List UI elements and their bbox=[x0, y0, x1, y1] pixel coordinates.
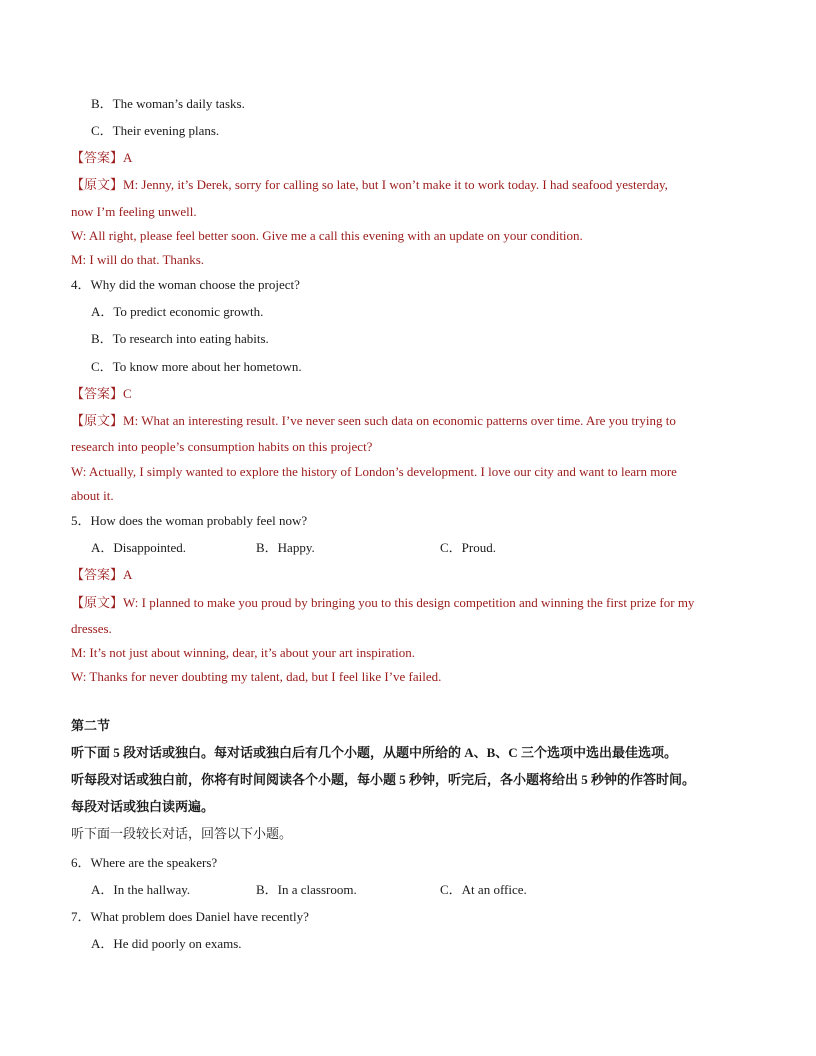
q3-option-b: B．The woman’s daily tasks. bbox=[91, 96, 245, 111]
q5-question: 5．How does the woman probably feel now? bbox=[71, 513, 308, 528]
answer-label: 【答案】 bbox=[71, 386, 124, 401]
q6-option-b: B．In a classroom. bbox=[256, 882, 357, 897]
answer-label: 【答案】 bbox=[71, 567, 124, 582]
dialogue-lead: 听下面一段较长对话，回答以下小题。 bbox=[71, 826, 293, 841]
q3-transcript-line-1 bbox=[71, 177, 668, 193]
transcript-label: 【原文】 bbox=[71, 595, 124, 610]
transcript-text: W: I planned to make you proud by bringing you to this design competition and winning the first prize for my bbox=[123, 595, 695, 610]
answer-value: A bbox=[123, 150, 133, 165]
q4-option-c: C．To know more about her hometown. bbox=[91, 359, 302, 374]
q5-answer bbox=[71, 567, 132, 583]
q4-transcript-line-2-cont: about it. bbox=[71, 488, 114, 503]
q6-options-row bbox=[0, 882, 816, 898]
section-instruction-1: 听下面 5 段对话或独白。每对话或独白后有几个小题，从题中所给的 A、B、C 三个选项中选出最佳选项。 bbox=[71, 745, 677, 760]
transcript-text: M: What an interesting result. I’ve never seen such data on economic patterns over time. Are you trying to bbox=[123, 413, 676, 428]
q5-transcript-line-3: W: Thanks for never doubting my talent, dad, but I feel like I’ve failed. bbox=[71, 669, 442, 684]
q5-option-a: A．Disappointed. bbox=[91, 540, 186, 555]
q3-transcript-line-2: W: All right, please feel better soon. Give me a call this evening with an update on your condition. bbox=[71, 228, 583, 243]
section-instruction-2: 听每段对话或独白前，你将有时间阅读各个小题，每小题 5 秒钟，听完后，各小题将给出 5 秒钟的作答时间。 bbox=[71, 772, 696, 787]
q5-transcript-line-1-cont: dresses. bbox=[71, 621, 112, 636]
q5-option-b: B．Happy. bbox=[256, 540, 315, 555]
q5-transcript-line-2: M: It’s not just about winning, dear, it’s about your art inspiration. bbox=[71, 645, 415, 660]
q4-transcript-line-1 bbox=[71, 413, 676, 429]
q7-option-a: A．He did poorly on exams. bbox=[91, 936, 242, 951]
q3-transcript-line-1-cont: now I’m feeling unwell. bbox=[71, 204, 197, 219]
q6-option-c: C．At an office. bbox=[440, 882, 527, 897]
transcript-label: 【原文】 bbox=[71, 177, 124, 192]
q6-question: 6．Where are the speakers? bbox=[71, 855, 218, 870]
q4-option-b: B．To research into eating habits. bbox=[91, 331, 269, 346]
q5-transcript-line-1 bbox=[71, 595, 694, 611]
answer-value: C bbox=[123, 386, 132, 401]
q3-answer bbox=[71, 150, 132, 166]
q4-answer bbox=[71, 386, 132, 402]
section-instruction-3: 每段对话或独白读两遍。 bbox=[71, 799, 215, 814]
q3-option-c: C．Their evening plans. bbox=[91, 123, 220, 138]
q6-option-a: A．In the hallway. bbox=[91, 882, 191, 897]
transcript-text: M: Jenny, it’s Derek, sorry for calling so late, but I won’t make it to work today. I had seafood yesterday, bbox=[123, 177, 668, 192]
transcript-label: 【原文】 bbox=[71, 413, 124, 428]
q3-transcript-line-3: M: I will do that. Thanks. bbox=[71, 252, 205, 267]
q7-question: 7．What problem does Daniel have recently? bbox=[71, 909, 309, 924]
q4-transcript-line-2: W: Actually, I simply wanted to explore the history of London’s development. I love our city and want to learn more bbox=[71, 464, 677, 479]
q4-option-a: A．To predict economic growth. bbox=[91, 304, 264, 319]
section-title: 第二节 bbox=[71, 718, 111, 733]
q4-question: 4．Why did the woman choose the project? bbox=[71, 277, 300, 292]
q5-option-c: C．Proud. bbox=[440, 540, 496, 555]
q5-options-row bbox=[0, 540, 816, 556]
answer-label: 【答案】 bbox=[71, 150, 124, 165]
answer-value: A bbox=[123, 567, 133, 582]
q4-transcript-line-1-cont: research into people’s consumption habits on this project? bbox=[71, 439, 373, 454]
